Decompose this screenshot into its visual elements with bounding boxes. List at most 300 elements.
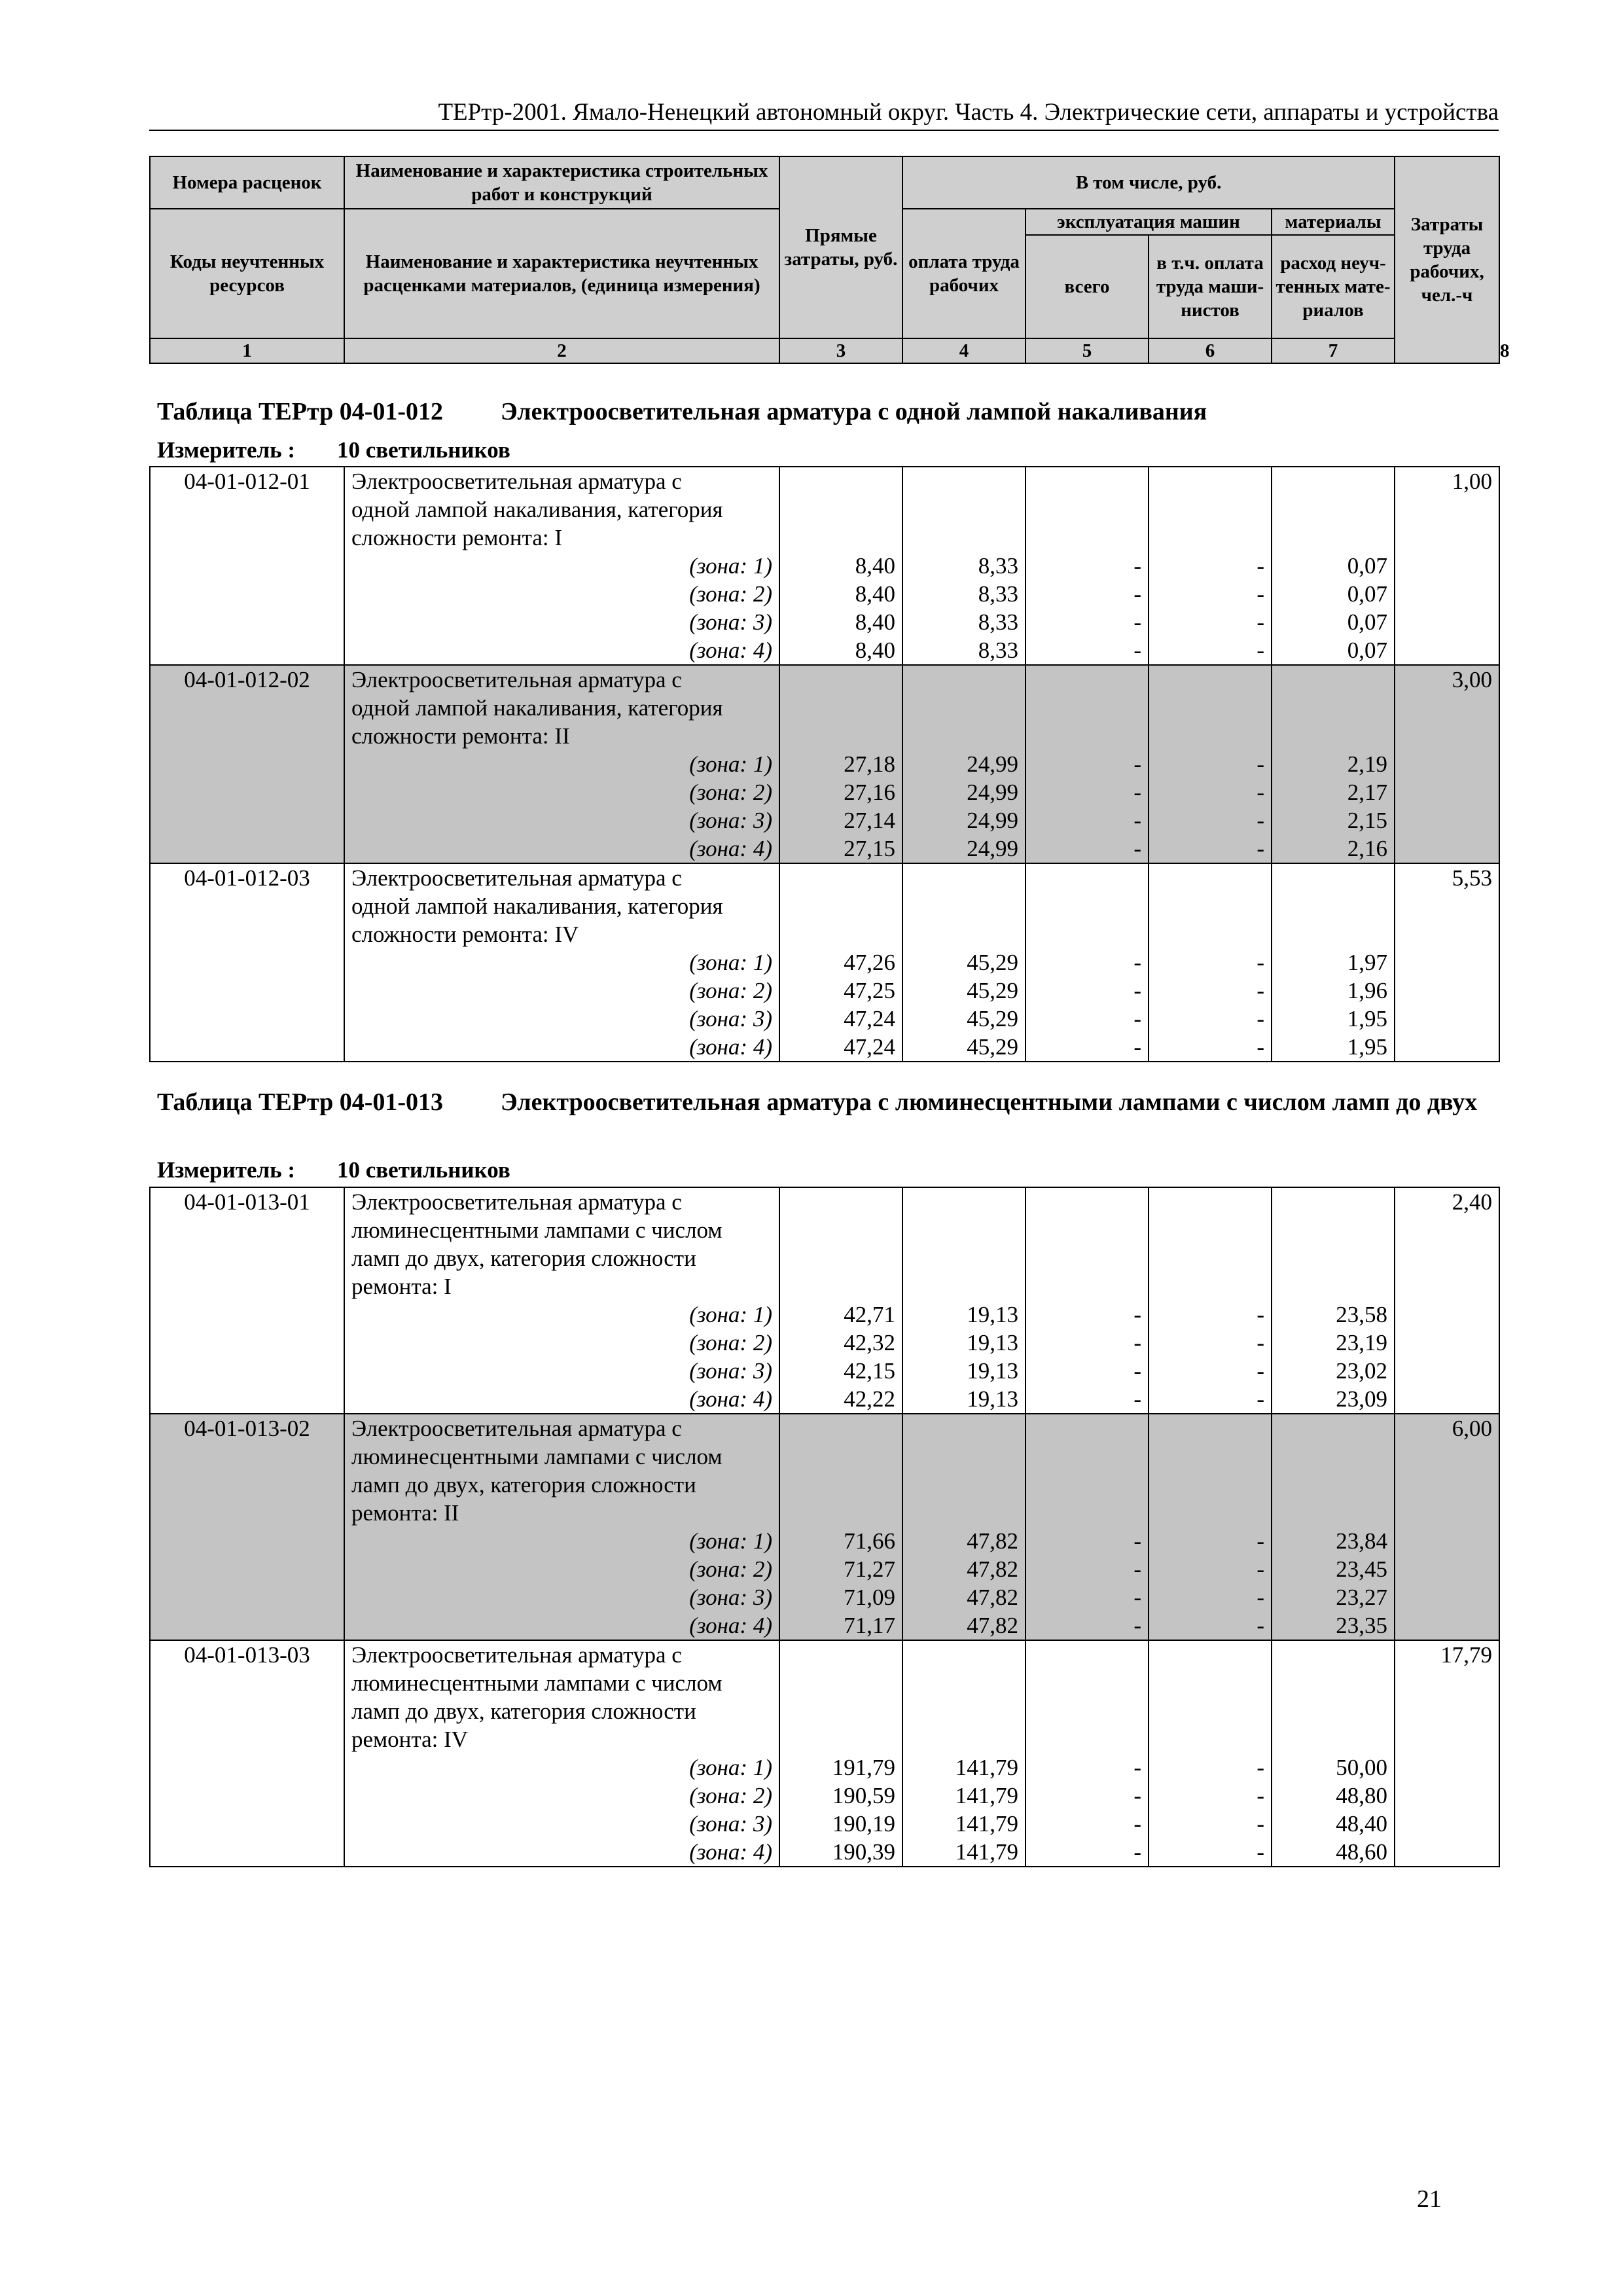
labor-cost xyxy=(1395,1697,1499,1725)
wages: 8,33 xyxy=(902,552,1026,580)
rate-description-row xyxy=(150,722,1499,750)
labor-cost-empty xyxy=(1395,1527,1499,1555)
rate-code xyxy=(150,1244,344,1272)
machines-wages: - xyxy=(1149,778,1272,806)
machines-total: - xyxy=(1026,1782,1149,1810)
wages-cell xyxy=(902,863,1026,892)
materials: 2,16 xyxy=(1272,834,1395,863)
zone-row xyxy=(150,806,1499,834)
machines-wages-cell xyxy=(1149,1272,1272,1300)
labor-cost xyxy=(1395,892,1499,920)
machines-wages-cell xyxy=(1149,1443,1272,1471)
labor-cost-empty xyxy=(1395,636,1499,665)
wages-cell xyxy=(902,1471,1026,1499)
wages: 8,33 xyxy=(902,580,1026,608)
rate-description-row xyxy=(150,495,1499,524)
materials-cell xyxy=(1272,495,1395,524)
rate-name-line: одной лампой накаливания, категория xyxy=(344,892,779,920)
labor-cost xyxy=(1395,495,1499,524)
materials: 1,95 xyxy=(1272,1033,1395,1062)
rate-code-empty xyxy=(150,1033,344,1062)
wages: 19,13 xyxy=(902,1357,1026,1385)
rate-description-row xyxy=(150,1244,1499,1272)
zone-label: (зона: 2) xyxy=(344,1782,779,1810)
machines-total: - xyxy=(1026,977,1149,1005)
zone-row xyxy=(150,948,1499,977)
column-number: 5 xyxy=(1026,338,1149,363)
direct-cost-cell xyxy=(779,1697,902,1725)
zone-label: (зона: 2) xyxy=(344,778,779,806)
rates-table xyxy=(149,466,1500,1062)
labor-cost: 2,40 xyxy=(1395,1187,1499,1216)
materials: 2,15 xyxy=(1272,806,1395,834)
rate-name-line: ремонта: II xyxy=(344,1499,779,1527)
direct-cost-cell xyxy=(779,892,902,920)
rate-code xyxy=(150,1725,344,1753)
wages-cell xyxy=(902,1499,1026,1527)
rate-description-row xyxy=(150,1669,1499,1697)
materials-cell xyxy=(1272,694,1395,722)
direct-cost-cell xyxy=(779,920,902,948)
labor-cost-empty xyxy=(1395,1300,1499,1329)
labor-cost xyxy=(1395,1471,1499,1499)
rate-name-line: Электроосветительная арматура с xyxy=(344,1414,779,1443)
rate-name-line: ремонта: IV xyxy=(344,1725,779,1753)
rate-code-empty xyxy=(150,778,344,806)
wages: 19,13 xyxy=(902,1385,1026,1414)
wages: 45,29 xyxy=(902,977,1026,1005)
materials: 48,80 xyxy=(1272,1782,1395,1810)
table-meter xyxy=(157,1157,510,1183)
labor-cost-empty xyxy=(1395,552,1499,580)
machines-total: - xyxy=(1026,1810,1149,1838)
zone-label: (зона: 1) xyxy=(344,1527,779,1555)
direct-cost: 42,71 xyxy=(779,1300,902,1329)
rate-name-line: Электроосветительная арматура с xyxy=(344,863,779,892)
machines-total-cell xyxy=(1026,1697,1149,1725)
header-column-numbers: 1 2 3 4 5 6 7 8 xyxy=(150,338,1499,363)
labor-cost: 1,00 xyxy=(1395,467,1499,495)
machines-total: - xyxy=(1026,778,1149,806)
machines-total: - xyxy=(1026,1033,1149,1062)
wages: 45,29 xyxy=(902,948,1026,977)
materials: 2,19 xyxy=(1272,750,1395,778)
rate-name-line: ламп до двух, категория сложности xyxy=(344,1471,779,1499)
direct-cost: 47,24 xyxy=(779,1033,902,1062)
machines-total-cell xyxy=(1026,1414,1149,1443)
labor-cost-empty xyxy=(1395,608,1499,636)
rate-description-row xyxy=(150,863,1499,892)
wages: 47,82 xyxy=(902,1611,1026,1640)
zone-row xyxy=(150,1838,1499,1867)
labor-cost xyxy=(1395,1216,1499,1244)
machines-total-cell xyxy=(1026,920,1149,948)
machines-total: - xyxy=(1026,1329,1149,1357)
machines-total: - xyxy=(1026,750,1149,778)
machines-wages-cell xyxy=(1149,665,1272,694)
zone-row xyxy=(150,1300,1499,1329)
wages-cell xyxy=(902,1216,1026,1244)
meter-label: Измеритель : xyxy=(157,437,296,463)
column-number: 1 xyxy=(150,338,344,363)
wages-cell xyxy=(902,1669,1026,1697)
labor-cost-empty xyxy=(1395,977,1499,1005)
rate-code-empty xyxy=(150,580,344,608)
labor-cost-empty xyxy=(1395,806,1499,834)
rate-code-empty xyxy=(150,1583,344,1611)
header-machines: эксплуатация машин xyxy=(1026,209,1272,235)
rate-code: 04-01-012-03 xyxy=(150,863,344,892)
direct-cost: 8,40 xyxy=(779,636,902,665)
machines-wages-cell xyxy=(1149,1414,1272,1443)
direct-cost-cell xyxy=(779,1272,902,1300)
rate-code: 04-01-013-01 xyxy=(150,1187,344,1216)
machines-wages: - xyxy=(1149,1329,1272,1357)
machines-wages-cell xyxy=(1149,1471,1272,1499)
direct-cost: 190,19 xyxy=(779,1810,902,1838)
wages-cell xyxy=(902,1443,1026,1471)
machines-wages: - xyxy=(1149,1583,1272,1611)
machines-total-cell xyxy=(1026,1216,1149,1244)
rate-description-row xyxy=(150,892,1499,920)
wages-cell xyxy=(902,1725,1026,1753)
rate-code xyxy=(150,920,344,948)
machines-wages-cell xyxy=(1149,1187,1272,1216)
direct-cost: 71,27 xyxy=(779,1555,902,1583)
wages-cell xyxy=(902,1697,1026,1725)
direct-cost-cell xyxy=(779,1187,902,1216)
machines-total: - xyxy=(1026,1300,1149,1329)
direct-cost: 8,40 xyxy=(779,552,902,580)
direct-cost-cell xyxy=(779,863,902,892)
machines-total: - xyxy=(1026,1357,1149,1385)
machines-total: - xyxy=(1026,1527,1149,1555)
machines-wages: - xyxy=(1149,552,1272,580)
rate-name-line: Электроосветительная арматура с xyxy=(344,665,779,694)
zone-label: (зона: 4) xyxy=(344,636,779,665)
materials-cell xyxy=(1272,1725,1395,1753)
materials: 50,00 xyxy=(1272,1753,1395,1782)
direct-cost: 190,39 xyxy=(779,1838,902,1867)
direct-cost-cell xyxy=(779,467,902,495)
rate-code-empty xyxy=(150,1357,344,1385)
table-title: Электроосветительная арматура с люминесцентными лампами с числом ламп до двух xyxy=(501,1088,1478,1116)
rate-name-line: люминесцентными лампами с числом xyxy=(344,1669,779,1697)
labor-cost-empty xyxy=(1395,1810,1499,1838)
machines-total-cell xyxy=(1026,467,1149,495)
wages: 45,29 xyxy=(902,1005,1026,1033)
direct-cost-cell xyxy=(779,694,902,722)
rate-code-empty xyxy=(150,1782,344,1810)
wages-cell xyxy=(902,1272,1026,1300)
rate-code xyxy=(150,1697,344,1725)
direct-cost: 47,26 xyxy=(779,948,902,977)
labor-cost: 6,00 xyxy=(1395,1414,1499,1443)
machines-wages-cell xyxy=(1149,694,1272,722)
machines-total: - xyxy=(1026,1753,1149,1782)
materials-cell xyxy=(1272,467,1395,495)
rates-table xyxy=(149,1187,1500,1867)
machines-total: - xyxy=(1026,1583,1149,1611)
materials: 23,45 xyxy=(1272,1555,1395,1583)
direct-cost-cell xyxy=(779,1640,902,1669)
machines-total: - xyxy=(1026,1611,1149,1640)
materials: 1,97 xyxy=(1272,948,1395,977)
direct-cost: 27,14 xyxy=(779,806,902,834)
zone-row xyxy=(150,1583,1499,1611)
machines-total: - xyxy=(1026,580,1149,608)
wages-cell xyxy=(902,1414,1026,1443)
wages-cell xyxy=(902,1244,1026,1272)
zone-label: (зона: 2) xyxy=(344,1555,779,1583)
rate-code-empty xyxy=(150,608,344,636)
direct-cost: 71,09 xyxy=(779,1583,902,1611)
labor-cost-empty xyxy=(1395,1033,1499,1062)
rate-name-line: ламп до двух, категория сложности xyxy=(344,1244,779,1272)
direct-cost: 27,16 xyxy=(779,778,902,806)
column-number: 2 xyxy=(344,338,779,363)
direct-cost-cell xyxy=(779,1443,902,1471)
direct-cost: 27,15 xyxy=(779,834,902,863)
zone-row xyxy=(150,1385,1499,1414)
machines-total-cell xyxy=(1026,1443,1149,1471)
machines-total-cell xyxy=(1026,1640,1149,1669)
wages-cell xyxy=(902,892,1026,920)
rate-code xyxy=(150,722,344,750)
zone-row xyxy=(150,977,1499,1005)
materials-cell xyxy=(1272,1187,1395,1216)
materials-cell xyxy=(1272,863,1395,892)
zone-row xyxy=(150,1357,1499,1385)
rate-code-empty xyxy=(150,1385,344,1414)
machines-total-cell xyxy=(1026,1669,1149,1697)
materials-cell xyxy=(1272,892,1395,920)
zone-row xyxy=(150,636,1499,665)
labor-cost: 3,00 xyxy=(1395,665,1499,694)
wages-cell xyxy=(902,524,1026,552)
rate-code-empty xyxy=(150,1329,344,1357)
machines-wages-cell xyxy=(1149,495,1272,524)
rate-code xyxy=(150,1669,344,1697)
materials: 1,96 xyxy=(1272,977,1395,1005)
zone-row xyxy=(150,778,1499,806)
page-number: 21 xyxy=(1417,2185,1442,2213)
rate-code xyxy=(150,694,344,722)
direct-cost: 27,18 xyxy=(779,750,902,778)
wages: 141,79 xyxy=(902,1753,1026,1782)
labor-cost xyxy=(1395,1244,1499,1272)
column-number: 4 xyxy=(902,338,1026,363)
wages-cell xyxy=(902,665,1026,694)
materials-cell xyxy=(1272,1640,1395,1669)
rate-description-row xyxy=(150,524,1499,552)
direct-cost-cell xyxy=(779,1499,902,1527)
zone-label: (зона: 1) xyxy=(344,1300,779,1329)
rate-name-line: сложности ремонта: IV xyxy=(344,920,779,948)
labor-cost xyxy=(1395,1669,1499,1697)
materials-cell xyxy=(1272,665,1395,694)
materials: 23,58 xyxy=(1272,1300,1395,1329)
machines-wages: - xyxy=(1149,948,1272,977)
machines-wages: - xyxy=(1149,580,1272,608)
rate-description-row xyxy=(150,920,1499,948)
labor-cost-empty xyxy=(1395,1329,1499,1357)
zone-label: (зона: 1) xyxy=(344,750,779,778)
machines-total-cell xyxy=(1026,694,1149,722)
rate-description-row xyxy=(150,1640,1499,1669)
materials-cell xyxy=(1272,1669,1395,1697)
direct-cost-cell xyxy=(779,1216,902,1244)
machines-total-cell xyxy=(1026,665,1149,694)
materials: 23,19 xyxy=(1272,1329,1395,1357)
table-number: Таблица ТЕРтр 04-01-012 xyxy=(157,398,444,425)
machines-total: - xyxy=(1026,636,1149,665)
materials: 0,07 xyxy=(1272,608,1395,636)
column-number: 7 xyxy=(1272,338,1395,363)
materials: 23,35 xyxy=(1272,1611,1395,1640)
header-wages: оплата труда рабочих xyxy=(902,209,1026,338)
rate-name-line: сложности ремонта: I xyxy=(344,524,779,552)
rate-code-empty xyxy=(150,806,344,834)
rate-code xyxy=(150,892,344,920)
direct-cost-cell xyxy=(779,495,902,524)
header-material-name: Наименование и характеристика неучтенных расценками материалов, (единица измерения) xyxy=(344,209,779,338)
rate-code xyxy=(150,1471,344,1499)
zone-label: (зона: 3) xyxy=(344,608,779,636)
rate-description-row xyxy=(150,1499,1499,1527)
machines-wages: - xyxy=(1149,834,1272,863)
meter-value: 10 светильников xyxy=(337,437,510,463)
wages: 8,33 xyxy=(902,636,1026,665)
materials-cell xyxy=(1272,1697,1395,1725)
materials: 23,09 xyxy=(1272,1385,1395,1414)
machines-wages: - xyxy=(1149,750,1272,778)
machines-wages-cell xyxy=(1149,722,1272,750)
rate-description-row xyxy=(150,694,1499,722)
machines-wages-cell xyxy=(1149,1244,1272,1272)
rate-code: 04-01-013-03 xyxy=(150,1640,344,1669)
zone-label: (зона: 4) xyxy=(344,1033,779,1062)
zone-label: (зона: 2) xyxy=(344,1329,779,1357)
direct-cost: 8,40 xyxy=(779,580,902,608)
wages: 47,82 xyxy=(902,1527,1026,1555)
machines-wages: - xyxy=(1149,1033,1272,1062)
direct-cost-cell xyxy=(779,1471,902,1499)
machines-wages-cell xyxy=(1149,1216,1272,1244)
materials-cell xyxy=(1272,722,1395,750)
labor-cost-empty xyxy=(1395,1005,1499,1033)
zone-row xyxy=(150,1033,1499,1062)
rate-code-empty xyxy=(150,1611,344,1640)
materials: 1,95 xyxy=(1272,1005,1395,1033)
meter-value: 10 светильников xyxy=(337,1157,510,1183)
direct-cost-cell xyxy=(779,1725,902,1753)
machines-wages-cell xyxy=(1149,1697,1272,1725)
direct-cost: 71,66 xyxy=(779,1527,902,1555)
rate-code: 04-01-012-01 xyxy=(150,467,344,495)
rate-name-line: Электроосветительная арматура с xyxy=(344,1640,779,1669)
rate-code-empty xyxy=(150,977,344,1005)
machines-wages: - xyxy=(1149,1753,1272,1782)
materials: 23,27 xyxy=(1272,1583,1395,1611)
rate-description-row xyxy=(150,1725,1499,1753)
machines-wages: - xyxy=(1149,1300,1272,1329)
machines-wages: - xyxy=(1149,1611,1272,1640)
wages-cell xyxy=(902,920,1026,948)
labor-cost xyxy=(1395,524,1499,552)
direct-cost: 47,24 xyxy=(779,1005,902,1033)
machines-wages-cell xyxy=(1149,920,1272,948)
rate-description-row xyxy=(150,1272,1499,1300)
machines-wages-cell xyxy=(1149,467,1272,495)
rate-code xyxy=(150,1499,344,1527)
header-materials-unaccounted: расход неуч-тенных мате-риалов xyxy=(1272,235,1395,338)
materials-cell xyxy=(1272,1216,1395,1244)
zone-label: (зона: 4) xyxy=(344,834,779,863)
machines-wages: - xyxy=(1149,1527,1272,1555)
machines-total-cell xyxy=(1026,863,1149,892)
labor-cost-empty xyxy=(1395,1555,1499,1583)
wages: 47,82 xyxy=(902,1555,1026,1583)
wages: 24,99 xyxy=(902,806,1026,834)
labor-cost-empty xyxy=(1395,1753,1499,1782)
zone-row xyxy=(150,834,1499,863)
zone-label: (зона: 1) xyxy=(344,948,779,977)
rate-name-line: люминесцентными лампами с числом xyxy=(344,1443,779,1471)
table-meter xyxy=(157,437,510,463)
zone-row xyxy=(150,1782,1499,1810)
zone-row xyxy=(150,1611,1499,1640)
machines-wages: - xyxy=(1149,636,1272,665)
wages-cell xyxy=(902,495,1026,524)
materials-cell xyxy=(1272,1244,1395,1272)
rate-code-empty xyxy=(150,1838,344,1867)
rate-description-row xyxy=(150,1471,1499,1499)
materials: 2,17 xyxy=(1272,778,1395,806)
wages: 47,82 xyxy=(902,1583,1026,1611)
materials: 0,07 xyxy=(1272,552,1395,580)
machines-wages: - xyxy=(1149,1357,1272,1385)
machines-wages: - xyxy=(1149,1782,1272,1810)
zone-row xyxy=(150,608,1499,636)
wages: 24,99 xyxy=(902,750,1026,778)
rate-code xyxy=(150,1443,344,1471)
zone-label: (зона: 4) xyxy=(344,1838,779,1867)
labor-cost-empty xyxy=(1395,1357,1499,1385)
machines-wages: - xyxy=(1149,608,1272,636)
materials-cell xyxy=(1272,1471,1395,1499)
machines-wages-cell xyxy=(1149,1669,1272,1697)
meter-label: Измеритель : xyxy=(157,1157,296,1183)
zone-row xyxy=(150,1555,1499,1583)
direct-cost-cell xyxy=(779,1414,902,1443)
rate-description-row xyxy=(150,1443,1499,1471)
labor-cost-empty xyxy=(1395,1583,1499,1611)
rate-description-row xyxy=(150,1216,1499,1244)
machines-wages-cell xyxy=(1149,1640,1272,1669)
labor-cost-empty xyxy=(1395,834,1499,863)
rate-name-line: одной лампой накаливания, категория xyxy=(344,495,779,524)
machines-total-cell xyxy=(1026,892,1149,920)
rate-code-empty xyxy=(150,750,344,778)
materials: 23,02 xyxy=(1272,1357,1395,1385)
wages: 141,79 xyxy=(902,1838,1026,1867)
rate-description-row xyxy=(150,665,1499,694)
zone-label: (зона: 3) xyxy=(344,1357,779,1385)
direct-cost: 42,15 xyxy=(779,1357,902,1385)
labor-cost xyxy=(1395,1272,1499,1300)
machines-total: - xyxy=(1026,834,1149,863)
